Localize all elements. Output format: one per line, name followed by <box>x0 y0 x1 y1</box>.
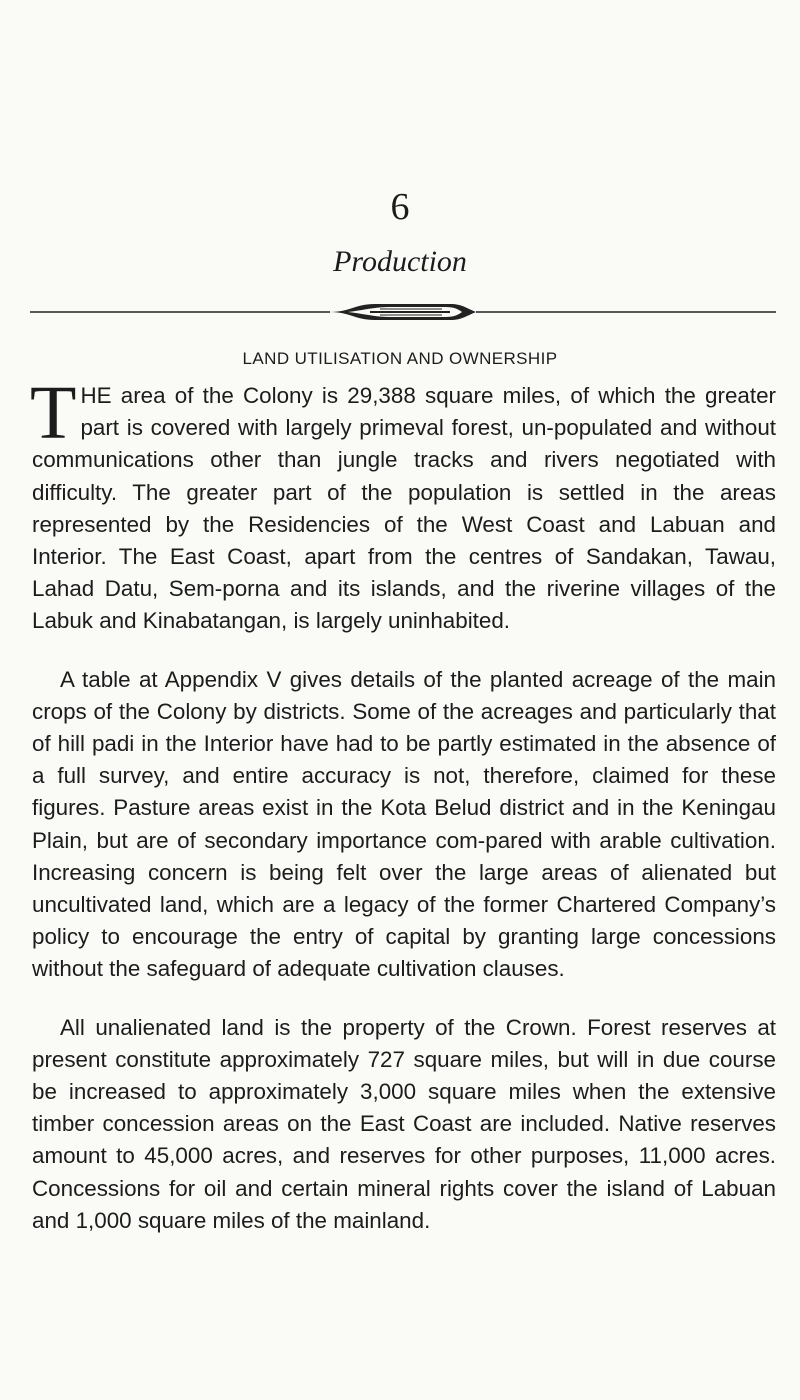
paragraph-2: A table at Appendix V gives details of the planted acreage of the main crops of the Colony by districts. Some of the acreages and particularly that of hill padi in the Interior have had to be partly estimated in the absence of a full survey, and entire accuracy is not, therefore, claimed for these figures. Pasture areas exist in the Kota Belud district and in the Keningau Plain, but are of secondary importance com-pared with arable cultivation. Increasing concern is being felt over the large areas of alienated but uncultivated land, which are a legacy of the former Chartered Company’s policy to encourage the entry of capital by granting large concessions without the safeguard of adequate cultivation clauses. <box>32 666 776 982</box>
paragraph-1-text: HE area of the Colony is 29,388 square miles, of which the greater part is covered with largely primeval forest, un-populated and without communications other than jungle tracks and rivers negotiated with difficulty. The greater part of the population is settled in the areas represented by the Residencies of the West Coast and Labuan and Interior. The East Coast, apart from the centres of Sandakan, Tawau, Lahad Datu, Sem-porna and its islands, and the riverine villages of the Labuk and Kinabatangan, is largely uninhabited. <box>32 383 776 634</box>
chapter-title: Production <box>333 245 467 278</box>
paragraph-1 <box>30 371 776 638</box>
chapter-number: 6 <box>390 186 410 228</box>
paragraph-3: All unalienated land is the property of the Crown. Forest reserves at present constitute approximately 727 square miles, but will in due course be increased to approximately 3,000 square miles when the extensive timber concession areas on the East Coast are included. Native reserves amount to 45,000 acres, and reserves for other purposes, 11,000 acres. Concessions for oil and certain mineral rights cover the island of Labuan and 1,000 square miles of the mainland. <box>32 1014 776 1233</box>
body-text <box>30 371 776 1263</box>
drop-cap: T <box>30 371 77 455</box>
ornamental-rule <box>30 300 776 324</box>
section-heading: LAND UTILISATION AND OWNERSHIP <box>242 349 558 368</box>
